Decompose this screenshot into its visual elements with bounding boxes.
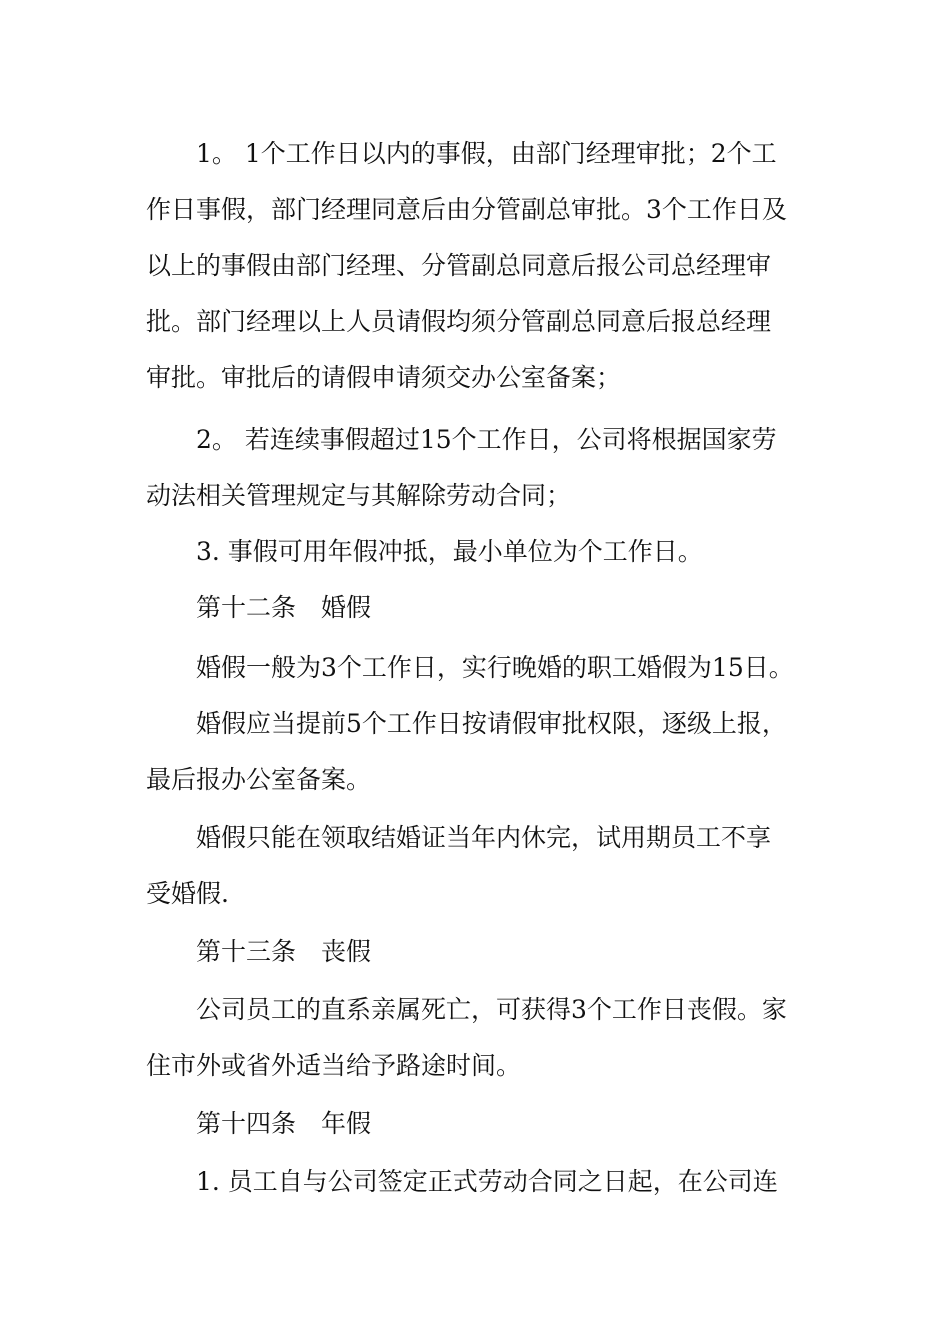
paragraph-line: 受婚假.	[146, 879, 229, 908]
paragraph-line: 批。部门经理以上人员请假均须分管副总同意后报总经理	[146, 307, 772, 336]
section-heading: 第十四条 年假	[196, 1109, 372, 1138]
paragraph-line: 婚假一般为3个工作日，实行晚婚的职工婚假为15日。	[196, 653, 794, 682]
paragraph-line: 住市外或省外适当给予路途时间。	[146, 1051, 522, 1080]
paragraph-line: 动法相关管理规定与其解除劳动合同；	[146, 481, 572, 510]
paragraph-line: 最后报办公室备案。	[146, 765, 372, 794]
paragraph-line: 审批。审批后的请假申请须交办公室备案；	[146, 363, 622, 392]
paragraph-line: 作日事假，部门经理同意后由分管副总审批。3个工作日及	[146, 195, 787, 224]
paragraph-line: 以上的事假由部门经理、分管副总同意后报公司总经理审	[146, 251, 772, 280]
paragraph-line: 3. 事假可用年假冲抵，最小单位为个工作日。	[196, 537, 703, 566]
paragraph-line: 1。 1个工作日以内的事假，由部门经理审批；2个工	[196, 139, 777, 168]
paragraph-line: 公司员工的直系亲属死亡，可获得3个工作日丧假。家	[196, 995, 787, 1024]
paragraph-line: 1. 员工自与公司签定正式劳动合同之日起，在公司连	[196, 1167, 778, 1196]
paragraph-line: 婚假应当提前5个工作日按请假审批权限，逐级上报，	[196, 709, 787, 738]
section-heading: 第十二条 婚假	[196, 593, 372, 622]
paragraph-line: 婚假只能在领取结婚证当年内休完，试用期员工不享	[196, 823, 772, 852]
section-heading: 第十三条 丧假	[196, 937, 372, 966]
paragraph-line: 2。 若连续事假超过15个工作日，公司将根据国家劳	[196, 425, 777, 454]
